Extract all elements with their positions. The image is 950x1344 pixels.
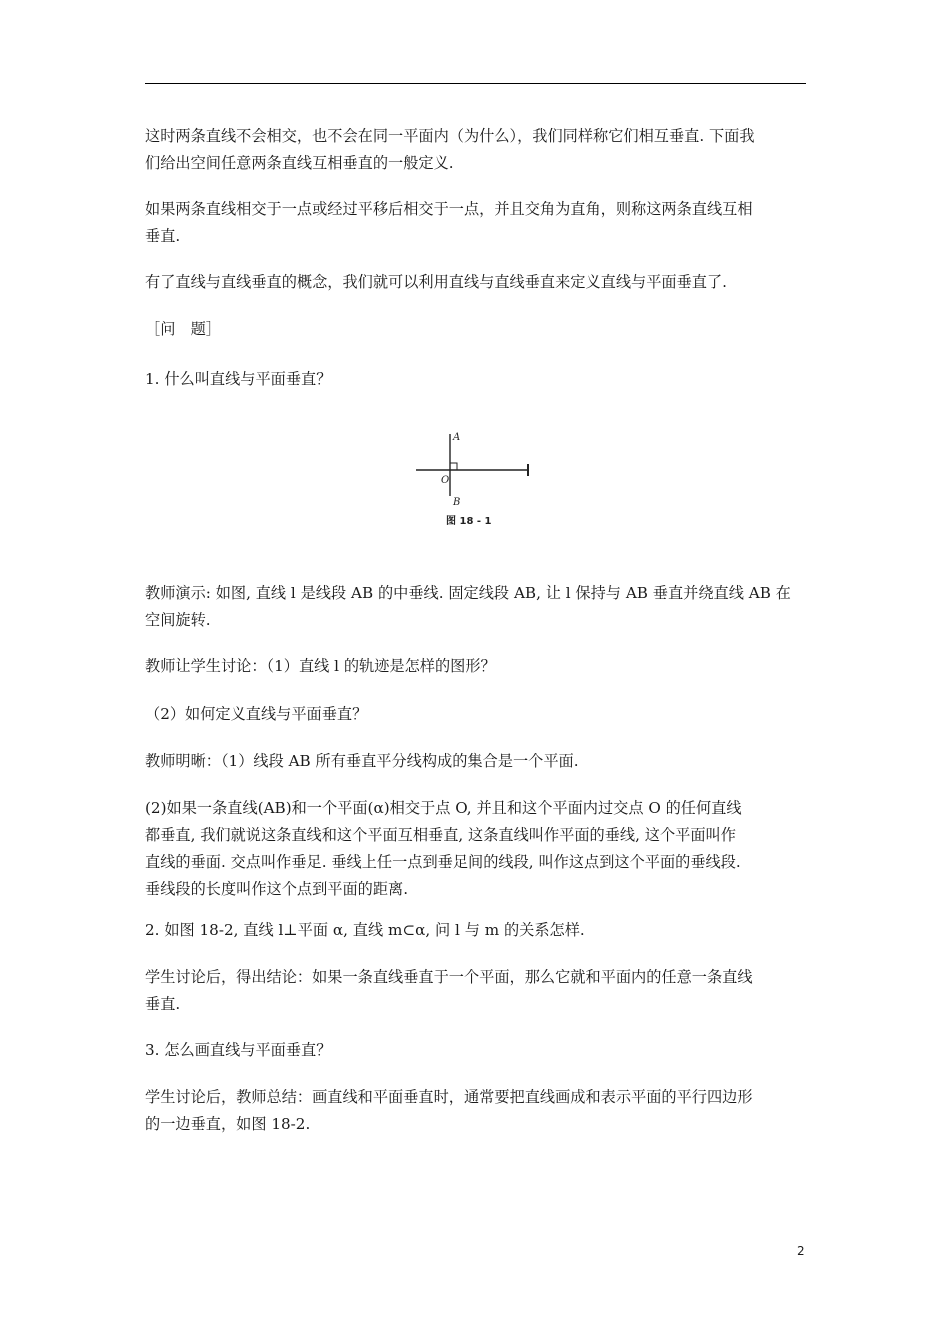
- figure-18-1: [412, 426, 542, 536]
- paragraph-conclusion: [145, 964, 810, 1018]
- paragraph-intro: [145, 123, 810, 177]
- section-heading: [145, 316, 810, 343]
- paragraph-clarify-2: [145, 795, 810, 903]
- text-line: 直线的垂面. 交点叫作垂足. 垂线上任一点到垂足间的线段, 叫作这点到这个平面的垂线段.: [145, 853, 741, 871]
- paragraph-discussion-1: [145, 653, 810, 680]
- text-line: ［问 题］: [145, 320, 221, 338]
- text-line: 的一边垂直，如图 18-2.: [145, 1115, 311, 1133]
- text-line: 如果两条直线相交于一点或经过平移后相交于一点，并且交角为直角，则称这两条直线互相: [145, 200, 753, 218]
- text-line: 教师让学生讨论：（1）直线 l 的轨迹是怎样的图形？: [145, 657, 496, 675]
- text-line: (2)如果一条直线(AB)和一个平面(α)相交于点 O, 并且和这个平面内过交点 O 的任何直线: [145, 799, 742, 817]
- paragraph-summary: [145, 1084, 810, 1138]
- text-line: 学生讨论后，得出结论：如果一条直线垂直于一个平面，那么它就和平面内的任意一条直线: [145, 968, 753, 986]
- question-2: [145, 917, 810, 944]
- text-line: 2. 如图 18-2, 直线 l⊥平面 α, 直线 m⊂α, 问 l 与 m 的关系怎样.: [145, 921, 585, 939]
- page-number: 2: [797, 1244, 805, 1258]
- text-line: 都垂直, 我们就说这条直线和这个平面互相垂直, 这条直线叫作平面的垂线, 这个平面叫作: [145, 826, 736, 844]
- paragraph-definition: [145, 196, 810, 250]
- figure-caption: 图 18 - 1: [446, 516, 492, 527]
- text-line: （2）如何定义直线与平面垂直？: [145, 705, 368, 723]
- text-line: 3. 怎么画直线与平面垂直？: [145, 1041, 332, 1059]
- text-line: 垂直.: [145, 227, 181, 245]
- figure-18-1-diagram: [412, 426, 542, 536]
- text-line: 有了直线与直线垂直的概念，我们就可以利用直线与直线垂直来定义直线与平面垂直了.: [145, 273, 727, 291]
- text-line: 学生讨论后，教师总结：画直线和平面垂直时，通常要把直线画成和表示平面的平行四边形: [145, 1088, 753, 1106]
- paragraph-teacher-demo: [145, 580, 810, 634]
- label-o: O: [441, 475, 450, 486]
- label-b: B: [453, 497, 461, 508]
- text-line: 1. 什么叫直线与平面垂直？: [145, 370, 332, 388]
- label-a: A: [453, 432, 461, 443]
- paragraph-transition: [145, 269, 810, 296]
- paragraph-discussion-2: [145, 701, 810, 728]
- question-3: [145, 1037, 810, 1064]
- paragraph-clarify-1: [145, 748, 810, 775]
- question-1: [145, 366, 810, 393]
- right-angle-mark: [450, 463, 457, 470]
- header-rule: [145, 83, 806, 84]
- text-line: 教师明晰：（1）线段 AB 所有垂直平分线构成的集合是一个平面.: [145, 752, 579, 770]
- text-line: 垂线段的长度叫作这个点到平面的距离.: [145, 880, 409, 898]
- text-line: 们给出空间任意两条直线互相垂直的一般定义.: [145, 154, 454, 172]
- text-line: 这时两条直线不会相交，也不会在同一平面内（为什么），我们同样称它们相互垂直. 下面我: [145, 127, 755, 145]
- text-line: 教师演示: 如图, 直线 l 是线段 AB 的中垂线. 固定线段 AB, 让 l 保持与 AB 垂直并绕直线 AB 在: [145, 584, 791, 602]
- text-line: 垂直.: [145, 995, 181, 1013]
- text-line: 空间旋转.: [145, 611, 211, 629]
